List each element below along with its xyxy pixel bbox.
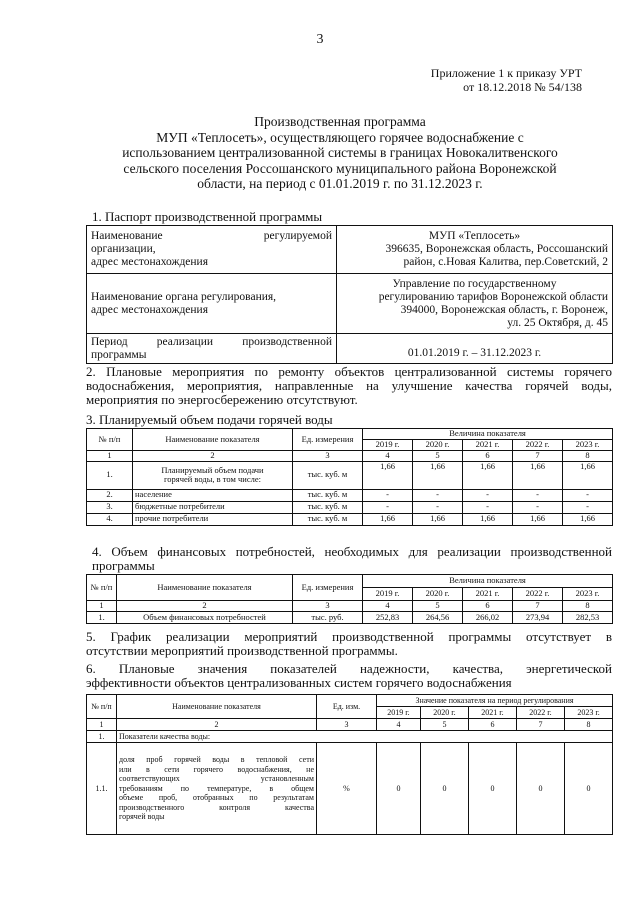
title-line-3: использованием централизованной системы в границах Новокалитвенского xyxy=(122,145,558,160)
label-line: адрес местонахождения xyxy=(91,256,209,268)
row-value: 273,94 xyxy=(513,612,563,624)
row-unit: тыс. куб. м xyxy=(293,489,363,501)
year-header: 2021 г. xyxy=(463,440,513,451)
label-word: реализации xyxy=(156,335,213,348)
table-row xyxy=(87,501,613,513)
year-header: 2021 г. xyxy=(469,707,517,719)
row-num: 1. xyxy=(87,612,117,624)
year-header: 2022 г. xyxy=(513,440,563,451)
title-line-4: сельского поселения Россошанского муниципального района Воронежской xyxy=(123,160,557,176)
year-header: 2020 г. xyxy=(413,440,463,451)
year-header: 2021 г. xyxy=(463,588,513,601)
row-value: 1,66 xyxy=(463,461,513,489)
row-unit: тыс. куб. м xyxy=(293,513,363,525)
year-header: 2023 г. xyxy=(565,707,613,719)
row-value: 1,66 xyxy=(563,461,613,489)
row-value: 0 xyxy=(421,743,469,835)
row-name-line: доля проб горячей воды в тепловой сети xyxy=(119,755,314,765)
column-number: 2 xyxy=(133,451,293,462)
row-name-line: объеме проб, отобранных по результатам xyxy=(119,793,314,803)
year-header: 2020 г. xyxy=(413,588,463,601)
value-line: 394000, Воронежская область, г. Воронеж, xyxy=(400,303,608,316)
row-value: 266,02 xyxy=(463,612,513,624)
label-word: Наименование xyxy=(91,230,163,242)
column-number: 6 xyxy=(463,601,513,612)
column-number: 1 xyxy=(87,601,117,612)
section5-text xyxy=(86,630,612,658)
document-title xyxy=(60,114,620,192)
section4-line: 4. Объем финансовых потребностей, необходимых для реализации производственной xyxy=(92,544,612,559)
table-row xyxy=(87,513,613,525)
row-unit: % xyxy=(317,743,377,835)
column-number: 8 xyxy=(565,719,613,731)
column-number: 4 xyxy=(363,601,413,612)
column-number: 5 xyxy=(413,451,463,462)
row-value: 1,66 xyxy=(413,461,463,489)
column-number: 1 xyxy=(87,719,117,731)
value-line: ул. 25 Октября, д. 45 xyxy=(507,316,608,329)
header-name: Наименование показателя xyxy=(117,695,317,719)
row-value: - xyxy=(363,501,413,513)
row-value: - xyxy=(413,501,463,513)
label-line: Наименование органа регулирования, xyxy=(91,290,277,303)
row-num: 3. xyxy=(87,501,133,513)
row-value: 264,56 xyxy=(413,612,463,624)
column-number: 2 xyxy=(117,719,317,731)
section4-line: программы xyxy=(92,558,155,573)
label-word: производственной xyxy=(242,335,332,348)
passport-row-organization xyxy=(87,226,613,274)
row-value: - xyxy=(513,501,563,513)
table-row xyxy=(87,461,613,489)
label-line: организации, xyxy=(91,243,156,255)
passport-label-cell xyxy=(87,274,337,334)
value-line: МУП «Теплосеть» xyxy=(428,230,521,242)
row-value: 282,53 xyxy=(563,612,613,624)
row-name-line: или в сети горячего водоснабжения, не xyxy=(119,764,314,774)
quality-table xyxy=(86,694,613,835)
header-num: № п/п xyxy=(87,695,117,719)
section5-line: 5. График реализации мероприятий производственной программы отсутствует в xyxy=(86,629,612,644)
row-name-line: горячей воды, в том числе: xyxy=(164,474,261,484)
column-number-row xyxy=(87,451,613,462)
section4-heading xyxy=(92,545,612,573)
header-row xyxy=(87,695,613,707)
column-number: 4 xyxy=(363,451,413,462)
column-number: 6 xyxy=(463,451,513,462)
year-header: 2019 г. xyxy=(363,588,413,601)
header-value: Значение показателя на период регулирования xyxy=(377,695,613,707)
title-line-2: МУП «Теплосеть», осуществляющего горячее водоснабжение с xyxy=(156,129,524,145)
year-header: 2022 г. xyxy=(513,588,563,601)
year-header: 2022 г. xyxy=(517,707,565,719)
year-header: 2023 г. xyxy=(563,440,613,451)
label-line: адрес местонахождения xyxy=(91,303,209,316)
row-value: - xyxy=(563,501,613,513)
appendix-line-1: Приложение 1 к приказу УРТ xyxy=(430,66,582,80)
value-line: регулированию тарифов Воронежской области xyxy=(378,290,608,303)
column-number: 1 xyxy=(87,451,133,462)
row-value: 1,66 xyxy=(463,513,513,525)
header-unit: Ед. измерения xyxy=(293,575,363,601)
volume-table xyxy=(86,428,613,526)
row-value: 1,66 xyxy=(513,461,563,489)
finance-table xyxy=(86,574,613,624)
column-number: 8 xyxy=(563,601,613,612)
header-row xyxy=(87,429,613,440)
group-name: Показатели качества воды: xyxy=(117,731,613,743)
header-unit: Ед. измерения xyxy=(293,429,363,451)
row-value: - xyxy=(363,489,413,501)
row-name: прочие потребители xyxy=(133,513,293,525)
row-unit: тыс. руб. xyxy=(293,612,363,624)
section5-line: отсутствии мероприятий производственной программы. xyxy=(86,643,398,658)
passport-label-cell xyxy=(87,226,337,274)
header-num: № п/п xyxy=(87,575,117,601)
row-unit: тыс. куб. м xyxy=(293,461,363,489)
year-header: 2023 г. xyxy=(563,588,613,601)
value-line: 396635, Воронежская область, Россошанский xyxy=(385,243,608,255)
passport-value-cell: 01.01.2019 г. – 31.12.2023 г. xyxy=(337,334,613,364)
header-value: Величина показателя xyxy=(363,575,613,588)
section1-heading: 1. Паспорт производственной программы xyxy=(92,209,323,224)
year-header: 2020 г. xyxy=(421,707,469,719)
column-number: 7 xyxy=(513,451,563,462)
column-number: 7 xyxy=(517,719,565,731)
value-line: Управление по государственному xyxy=(392,277,557,290)
section2-line: 2. Плановые мероприятия по ремонту объектов централизованной системы горячего xyxy=(86,364,612,379)
passport-row-period xyxy=(87,334,613,364)
page-number: 3 xyxy=(316,32,324,47)
row-value: - xyxy=(563,489,613,501)
appendix-line-2: от 18.12.2018 № 54/138 xyxy=(463,80,582,94)
title-line-1: Производственная программа xyxy=(254,114,426,129)
row-value: - xyxy=(513,489,563,501)
table-row xyxy=(87,743,613,835)
column-number: 8 xyxy=(563,451,613,462)
column-number: 5 xyxy=(413,601,463,612)
section2-line: водоснабжения, мероприятия, направленные на улучшение качества горячей воды, xyxy=(86,378,612,393)
passport-value-cell xyxy=(337,226,613,274)
row-value: 1,66 xyxy=(513,513,563,525)
column-number: 6 xyxy=(469,719,517,731)
header-name: Наименование показателя xyxy=(133,429,293,451)
column-number: 4 xyxy=(377,719,421,731)
column-number: 3 xyxy=(317,719,377,731)
row-unit: тыс. куб. м xyxy=(293,501,363,513)
section6-line: эффективности объектов централизованных систем горячего водоснабжения xyxy=(86,675,512,690)
row-value: 0 xyxy=(517,743,565,835)
title-line-5: области, на период с 01.01.2019 г. по 31.12.2023 г. xyxy=(197,176,483,191)
header-name: Наименование показателя xyxy=(117,575,293,601)
row-name-line: соответствующих установленным xyxy=(119,774,314,784)
section3-heading: 3. Планируемый объем подачи горячей воды xyxy=(86,412,333,427)
row-name-line: Планируемый объем подачи xyxy=(161,464,264,475)
row-value: 1,66 xyxy=(413,513,463,525)
column-number-row xyxy=(87,719,613,731)
year-header: 2019 г. xyxy=(377,707,421,719)
header-row xyxy=(87,575,613,588)
row-name-line: требованиям по температуре, в общем xyxy=(119,783,314,793)
row-value: - xyxy=(463,501,513,513)
column-number: 7 xyxy=(513,601,563,612)
row-name: бюджетные потребители xyxy=(133,501,293,513)
row-name-line: производственного контроля качества xyxy=(119,802,314,812)
row-name xyxy=(133,461,293,489)
section2-text xyxy=(86,365,612,407)
section6-heading xyxy=(86,662,612,690)
header-unit: Ед. изм. xyxy=(317,695,377,719)
row-value: 252,83 xyxy=(363,612,413,624)
column-number: 3 xyxy=(293,601,363,612)
column-number: 5 xyxy=(421,719,469,731)
row-value: 1,66 xyxy=(563,513,613,525)
row-name xyxy=(117,743,317,835)
row-name: Объем финансовых потребностей xyxy=(117,612,293,624)
row-num: 1. xyxy=(87,731,117,743)
column-number: 2 xyxy=(117,601,293,612)
header-value: Величина показателя xyxy=(363,429,613,440)
passport-row-regulator xyxy=(87,274,613,334)
row-num: 1.1. xyxy=(87,743,117,835)
row-value: 0 xyxy=(377,743,421,835)
value-line: район, с.Новая Калитва, пер.Советский, 2 xyxy=(403,256,608,268)
passport-label-cell xyxy=(87,334,337,364)
section6-line: 6. Плановые значения показателей надежности, качества, энергетической xyxy=(86,661,612,676)
column-number-row xyxy=(87,601,613,612)
row-num: 2. xyxy=(87,489,133,501)
year-header: 2019 г. xyxy=(363,440,413,451)
row-value: 0 xyxy=(565,743,613,835)
passport-table xyxy=(86,225,613,364)
passport-value-cell xyxy=(337,274,613,334)
row-value: - xyxy=(413,489,463,501)
label-line: программы xyxy=(91,348,147,361)
table-row xyxy=(87,612,613,624)
column-number: 3 xyxy=(293,451,363,462)
row-value: - xyxy=(463,489,513,501)
row-name: население xyxy=(133,489,293,501)
row-value: 1,66 xyxy=(363,513,413,525)
appendix-reference xyxy=(431,66,582,94)
group-row xyxy=(87,731,613,743)
row-value: 0 xyxy=(469,743,517,835)
row-num: 4. xyxy=(87,513,133,525)
row-num: 1. xyxy=(87,461,133,489)
header-num: № п/п xyxy=(87,429,133,451)
row-value: 1,66 xyxy=(363,461,413,489)
label-word: регулируемой xyxy=(263,230,332,242)
table-row xyxy=(87,489,613,501)
section2-line: мероприятия по энергосбережению отсутствуют. xyxy=(86,392,358,407)
label-word: Период xyxy=(91,335,128,348)
row-name-line: горячей воды xyxy=(119,812,165,822)
